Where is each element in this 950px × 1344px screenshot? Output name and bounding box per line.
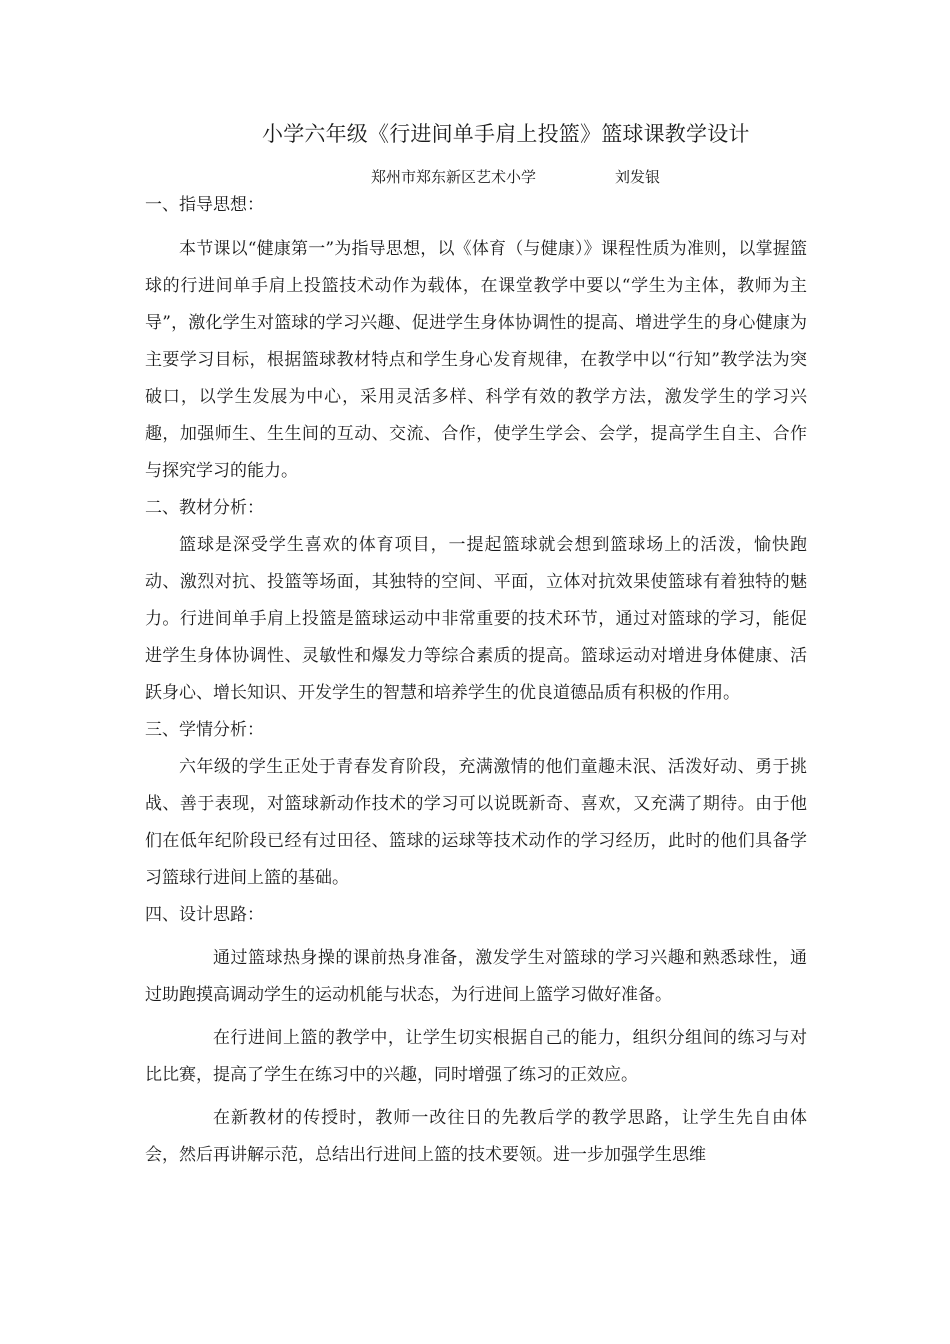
document-body <box>145 187 807 1174</box>
author-name: 刘发银 <box>615 168 661 186</box>
section-heading-guiding-ideas: 一、指导思想： <box>145 195 264 215</box>
section-heading-material-analysis: 二、教材分析： <box>145 498 264 518</box>
paragraph-design-ideas-2: 在行进间上篮的教学中，让学生切实根据自己的能力，组织分组间的练习与对比比赛，提高了学生在练习中的兴趣，同时增强了练习的正效应。 <box>145 1028 807 1085</box>
school-name: 郑州市郑东新区艺术小学 <box>371 168 537 186</box>
paragraph-material-analysis: 篮球是深受学生喜欢的体育项目，一提起篮球就会想到篮球场上的活泼，愉快跑动、激烈对抗、投篮等场面，其独特的空间、平面，立体对抗效果使篮球有着独特的魅力。行进间单手肩上投篮是篮球运动中非常重要的技术环节，通过对篮球的学习，能促进学生身体协调性、灵敏性和爆发力等综合素质的提高。篮球运动对增进身体健康、活跃身心、增长知识、开发学生的智慧和培养学生的优良道德品质有积极的作用。 <box>145 535 807 703</box>
paragraph-design-ideas-3: 在新教材的传授时，教师一改往日的先教后学的教学思路，让学生先自由体会，然后再讲解示范，总结出行进间上篮的技术要领。进一步加强学生思维 <box>145 1108 807 1165</box>
paragraph-guiding-ideas: 本节课以“健康第一”为指导思想，以《体育（与健康）》课程性质为准则，以掌握篮球的行进间单手肩上投篮技术动作为载体，在课堂教学中要以“学生为主体，教师为主导”，激化学生对篮球的学习兴趣、促进学生身体协调性的提高、增进学生的身心健康为主要学习目标，根据篮球教材特点和学生身心发育规律，在教学中以“行知”教学法为突破口，以学生发展为中心，采用灵活多样、科学有效的教学方法，激发学生的学习兴趣，加强师生、生生间的互动、交流、合作，使学生学会、会学，提高学生自主、合作与探究学习的能力。 <box>145 239 807 481</box>
section-heading-design-ideas: 四、设计思路： <box>145 905 264 925</box>
document-title: 小学六年级《行进间单手肩上投篮》篮球课教学设计 <box>262 122 750 146</box>
section-heading-student-analysis: 三、学情分析： <box>145 720 264 740</box>
paragraph-design-ideas-1: 通过篮球热身操的课前热身准备，激发学生对篮球的学习兴趣和熟悉球性，通过助跑摸高调动学生的运动机能与状态，为行进间上篮学习做好准备。 <box>145 948 807 1005</box>
paragraph-student-analysis: 六年级的学生正处于青春发育阶段，充满激情的他们童趣未泯、活泼好动、勇于挑战、善于表现，对篮球新动作技术的学习可以说既新奇、喜欢，又充满了期待。由于他们在低年纪阶段已经有过田径、篮球的运球等技术动作的学习经历，此时的他们具备学习篮球行进间上篮的基础。 <box>145 757 807 888</box>
